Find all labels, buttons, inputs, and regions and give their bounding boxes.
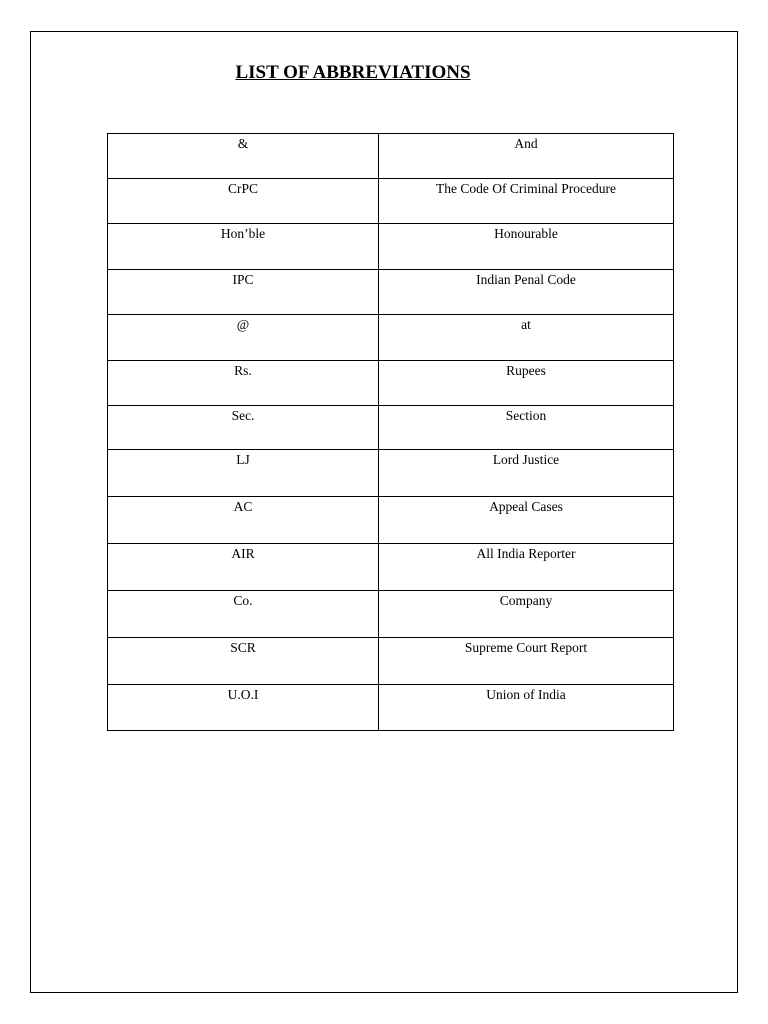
abbreviations-table: [107, 133, 674, 731]
meaning-cell: Section: [379, 406, 674, 450]
abbreviation-cell: Sec.: [108, 406, 379, 450]
abbreviation-cell: Rs.: [108, 361, 379, 406]
table-row: [108, 638, 674, 685]
table-row: [108, 179, 674, 224]
table-row: [108, 134, 674, 179]
abbreviation-cell: AC: [108, 497, 379, 544]
meaning-cell: Company: [379, 591, 674, 638]
abbreviation-cell: @: [108, 315, 379, 361]
meaning-cell: Indian Penal Code: [379, 270, 674, 315]
meaning-cell: And: [379, 134, 674, 179]
table-row: [108, 270, 674, 315]
abbreviation-cell: Hon’ble: [108, 224, 379, 270]
abbreviation-cell: SCR: [108, 638, 379, 685]
table-row: [108, 406, 674, 450]
abbreviation-cell: CrPC: [108, 179, 379, 224]
abbreviation-cell: LJ: [108, 450, 379, 497]
meaning-cell: Lord Justice: [379, 450, 674, 497]
table-row: [108, 544, 674, 591]
table-row: [108, 591, 674, 638]
meaning-cell: at: [379, 315, 674, 361]
table-row: [108, 361, 674, 406]
table-row: [108, 497, 674, 544]
abbreviations-table-body: [108, 134, 674, 731]
meaning-cell: Union of India: [379, 685, 674, 731]
table-row: [108, 685, 674, 731]
table-row: [108, 224, 674, 270]
abbreviation-cell: IPC: [108, 270, 379, 315]
meaning-cell: Supreme Court Report: [379, 638, 674, 685]
abbreviation-cell: &: [108, 134, 379, 179]
meaning-cell: The Code Of Criminal Procedure: [379, 179, 674, 224]
abbreviation-cell: U.O.I: [108, 685, 379, 731]
meaning-cell: All India Reporter: [379, 544, 674, 591]
abbreviation-cell: Co.: [108, 591, 379, 638]
table-row: [108, 450, 674, 497]
abbreviation-cell: AIR: [108, 544, 379, 591]
meaning-cell: Appeal Cases: [379, 497, 674, 544]
table-row: [108, 315, 674, 361]
meaning-cell: Rupees: [379, 361, 674, 406]
page-title: LIST OF ABBREVIATIONS: [235, 62, 471, 83]
meaning-cell: Honourable: [379, 224, 674, 270]
